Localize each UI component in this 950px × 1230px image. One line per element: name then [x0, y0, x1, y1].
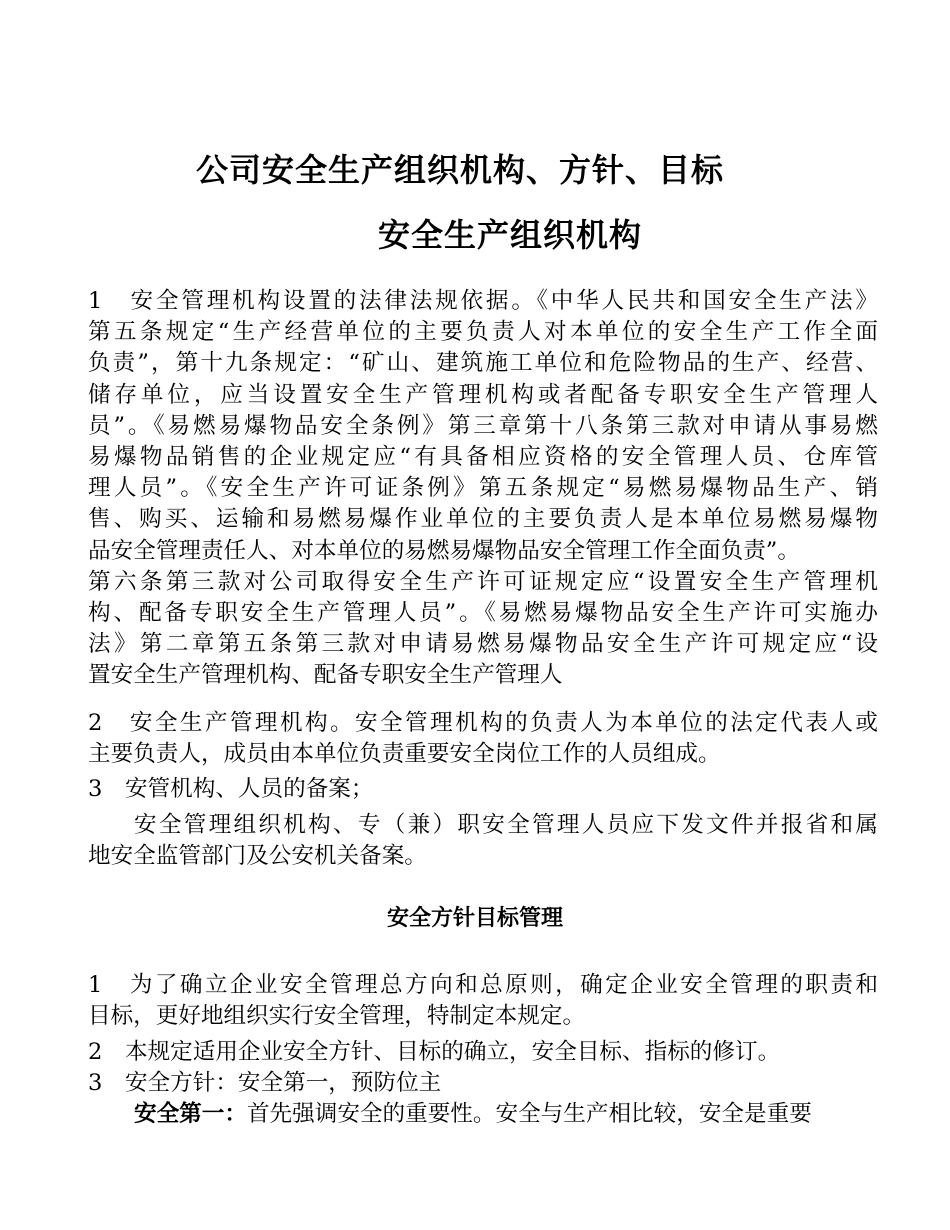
text-line: 1 安全管理机构设置的法律法规依据。《中华人民共和国安全生产法》 [88, 288, 878, 314]
text-line [88, 1099, 878, 1130]
text-line: 构、配备专职安全生产管理人员”。《易燃易爆物品安全生产许可实施办 [88, 600, 878, 627]
paragraph-policy [88, 1068, 878, 1099]
text-line: 储存单位，应当设置安全生产管理机构或者配备专职安全生产管理人 [88, 381, 878, 408]
paragraph-purpose [88, 970, 878, 1032]
section-title-organization: 安全生产组织机构 [377, 216, 642, 254]
text-line: 负责”，第十九条规定：“矿山、建筑施工单位和危险物品的生产、经营、 [88, 350, 878, 377]
lead-body-text: 首先强调安全的重要性。安全与生产相比较，安全是重要 [246, 1101, 812, 1127]
text-line: 2 安全生产管理机构。安全管理机构的负责人为本单位的法定代表人或 [88, 710, 878, 736]
paragraph-safety-first [88, 1099, 878, 1130]
text-line: 1 为了确立企业安全管理总方向和总原则，确定企业安全管理的职责和 [88, 972, 878, 998]
text-line: 第五条规定“生产经营单位的主要负责人对本单位的安全生产工作全面 [88, 319, 878, 346]
text-line: 安全管理组织机构、专（兼）职安全管理人员应下发文件并报省和属 [134, 812, 878, 838]
paragraph-filing-body [88, 810, 878, 872]
paragraph-management-body [88, 708, 878, 770]
text-line: 3 安全方针：安全第一，预防位主 [88, 1070, 442, 1096]
text-line: 售、购买、运输和易燃易爆作业单位的主要负责人是本单位易燃易爆物 [88, 506, 878, 533]
text-line: 第六条第三款对公司取得安全生产许可证规定应“设置安全生产管理机 [88, 568, 878, 595]
text-line: 主要负责人，成员由本单位负责重要安全岗位工作的人员组成。 [88, 741, 721, 768]
paragraph-legal-basis [88, 286, 878, 692]
text-line: 理人员”。《安全生产许可证条例》第五条规定“易燃易爆物品生产、销 [88, 475, 878, 502]
section-title-policy: 安全方针目标管理 [386, 906, 563, 931]
document-title: 公司安全生产组织机构、方针、目标 [195, 151, 724, 189]
text-line: 3 安管机构、人员的备案； [88, 776, 374, 802]
text-line: 法》第二章第五条第三款对申请易燃易爆物品安全生产许可规定应“设 [88, 631, 878, 658]
text-line: 员”。《易燃易爆物品安全条例》第三章第十八条第三款对申请从事易燃 [88, 412, 878, 439]
text-line: 2 本规定适用企业安全方针、目标的确立，安全目标、指标的修订。 [88, 1039, 781, 1065]
text-line: 目标，更好地组织实行安全管理，特制定本规定。 [88, 1003, 586, 1030]
text-line: 易爆物品销售的企业规定应“有具备相应资格的安全管理人员、仓库管 [88, 444, 878, 471]
paragraph-scope [88, 1037, 878, 1068]
text-line: 置安全生产管理机构、配备专职安全生产管理人 [88, 662, 563, 689]
text-line: 地安全监管部门及公安机关备案。 [88, 843, 427, 870]
bold-lead-term: 安全第一： [134, 1101, 247, 1127]
text-line: 品安全管理责任人、对本单位的易燃易爆物品安全管理工作全面负责”。 [88, 537, 800, 564]
paragraph-filing-heading [88, 774, 878, 805]
